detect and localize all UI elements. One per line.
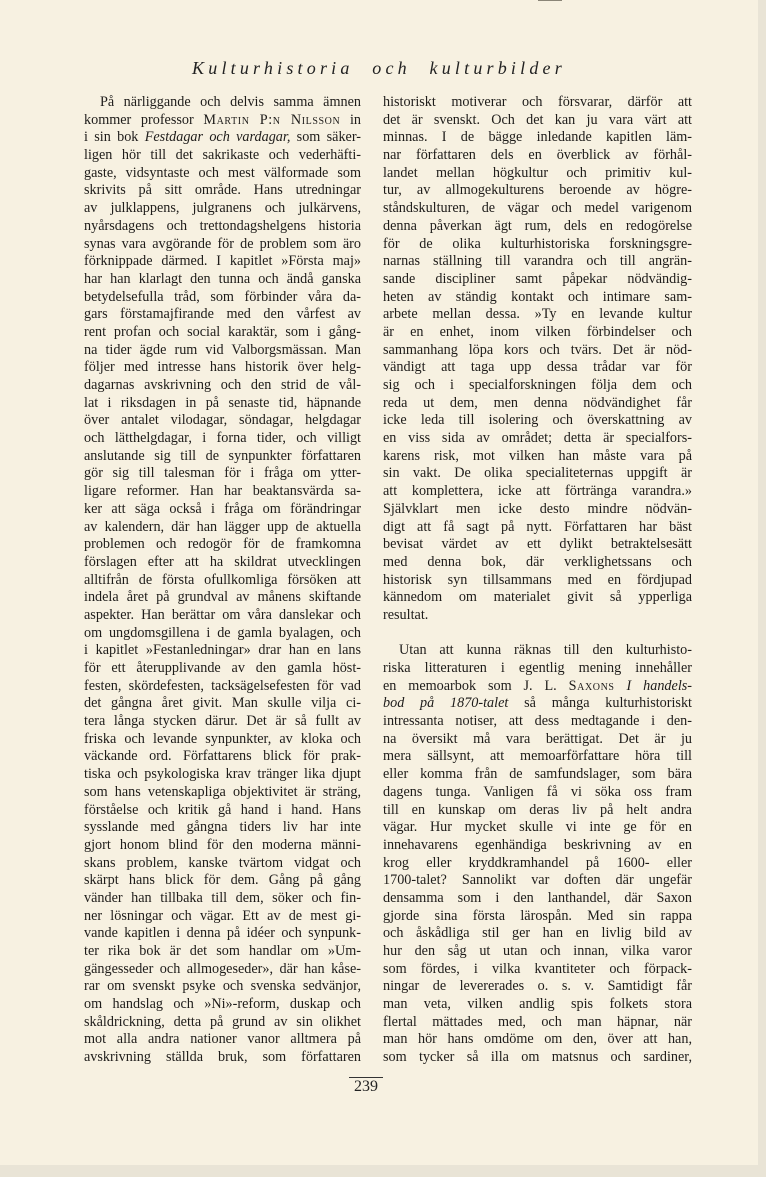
text-line [84, 289, 361, 307]
italic-title: Festdagar och vardagar, [144, 129, 291, 146]
text-segment: kommer professor [84, 111, 204, 128]
text-line [84, 642, 361, 660]
text-segment: följer med intresse hans historik över helg- [84, 359, 361, 376]
text-line [84, 660, 361, 678]
text-segment: förslagen efter att ha skildrat utvecklingen [84, 553, 361, 570]
text-line [383, 536, 692, 554]
text-segment: gjorde sina första lärospån. Med sin rappa [383, 907, 692, 924]
text-segment: som hans vetenskapliga objektivitet är sträng, [84, 783, 361, 800]
text-segment: betydelsefulla tråd, som förbinder våra da- [84, 288, 361, 305]
text-line [383, 147, 692, 165]
text-segment: en memoarbok som J. L. [383, 677, 569, 694]
text-line [383, 465, 692, 483]
text-segment: ner lösningar och vägar. Ett av de mest gi- [84, 907, 361, 924]
text-segment: förståelse och kritik gå hand i hand. Hans [84, 801, 361, 818]
text-line [383, 837, 692, 855]
text-segment: minnas. I de bägge inledande kapitlen läm- [383, 129, 692, 146]
text-line [383, 483, 692, 501]
text-segment: en viss sida av området; detta är specialfors- [383, 430, 692, 447]
text-segment: har han klarlagt den tunna och ändå ganska [84, 270, 361, 287]
left-column [84, 94, 361, 1067]
text-line [84, 607, 361, 625]
text-segment: skåldrickning, detta på grund av sin olikhet [84, 1013, 361, 1030]
text-segment: problemen och redogör för de framkomna [84, 536, 361, 553]
text-line [84, 837, 361, 855]
text-line [383, 961, 692, 979]
text-line [383, 200, 692, 218]
text-line [84, 359, 361, 377]
text-segment: ningar de levererades o. s. v. Samtidigt får [383, 978, 692, 995]
text-line [84, 978, 361, 996]
author-name: Martin P:n Nilsson [203, 111, 341, 128]
text-line [84, 1014, 361, 1032]
scan-mark [538, 0, 562, 1]
text-segment: mera sällsynt, att memoarförfattare höra till [383, 748, 692, 765]
text-segment: över antalet vilodagar, söndagar, helgdagar [84, 412, 361, 429]
text-segment: aspekter. Han berättar om våra danslekar och [84, 606, 361, 623]
text-line [383, 731, 692, 749]
text-segment: vändigt att taga upp dessa trådar var för [383, 359, 692, 376]
text-line [383, 448, 692, 466]
text-segment: lat i riksdagen in på senaste tid, häpnande [84, 394, 361, 411]
author-name: Saxons [568, 677, 615, 694]
text-line [84, 713, 361, 731]
text-segment: nar författaren dels en överblick av förhål- [383, 147, 692, 164]
text-line [383, 589, 692, 607]
text-line [383, 572, 692, 590]
text-line [383, 412, 692, 430]
text-segment: gaste, vidsyntaste och mest välformade som [84, 164, 361, 181]
paragraph-gap [383, 625, 692, 643]
text-segment: resultat. [383, 606, 429, 623]
text-line [84, 306, 361, 324]
text-segment: av julklappens, julgranens och julkärvens, [84, 200, 361, 217]
text-segment: festen, skördefesten, tacksägelsefesten för vad [84, 677, 361, 694]
text-segment: sysslande med gångna tiders liv har inte [84, 819, 361, 836]
text-segment: 1700-talet? Sannolikt var doften där ungefär [383, 872, 692, 889]
text-segment: na översikt må vara berättigat. Det är ju [383, 730, 692, 747]
text-segment: Utan att kunna räknas till den kulturhisto- [399, 642, 692, 659]
text-segment: riska litteraturen i egentlig mening innehåller [383, 660, 692, 676]
text-line [84, 872, 361, 890]
text-line [383, 784, 692, 802]
text-line [383, 660, 692, 678]
text-segment: skans problem, kanske tvärtom vidgat och [84, 854, 361, 871]
text-line [383, 501, 692, 519]
text-line [383, 112, 692, 130]
text-segment: reda ut dem, men denna nödvändighet får [383, 394, 692, 411]
text-line [383, 218, 692, 236]
text-line [84, 536, 361, 554]
text-line [84, 802, 361, 820]
text-segment: digt att få sagt på nytt. Författaren har bäst [383, 518, 692, 535]
text-segment: man hör hans omdöme om den, över att han, [383, 1031, 692, 1048]
text-line [84, 554, 361, 572]
text-line [84, 996, 361, 1014]
text-line [383, 306, 692, 324]
text-line [383, 430, 692, 448]
text-segment: indela året på grundval av månens skiftande [84, 589, 361, 606]
text-segment: icke leda till isolering och överskattning av [383, 412, 692, 429]
text-line [383, 1049, 692, 1067]
text-segment: Självklart men icke desto mindre nödvän- [383, 500, 692, 517]
text-line [383, 554, 692, 572]
text-line [84, 395, 361, 413]
text-line [383, 695, 692, 713]
text-segment: vande kapitlen i denna på idéer och synpunk- [84, 925, 361, 942]
text-segment: sig och i specialforskningen följa dem och [383, 377, 692, 393]
text-segment: intressanta notiser, att dess medtagande i den- [383, 713, 692, 730]
text-line [84, 519, 361, 537]
text-segment: ter rika bok är det som handlar om »Um- [84, 943, 361, 959]
text-segment: innehavarens egenhändiga beskrivning av en [383, 836, 692, 853]
text-segment: kännedom om materialet givit så ypperliga [383, 589, 692, 606]
text-line [84, 218, 361, 236]
text-line [383, 996, 692, 1014]
text-segment: historiskt motiverar och försvarar, därför att [383, 94, 692, 110]
text-segment [615, 678, 627, 694]
text-line [383, 395, 692, 413]
text-segment: flertal mättades med, och man häpnar, när [383, 1013, 692, 1030]
text-line [383, 377, 692, 395]
text-line [84, 625, 361, 643]
text-line [84, 748, 361, 766]
text-segment: sammanhang löpa kors och tvärs. Det är nöd- [383, 341, 692, 358]
text-segment: tiska och psykologiska krav tränger lika djupt [84, 766, 361, 783]
text-line [383, 1014, 692, 1032]
text-line [84, 766, 361, 784]
text-segment: för ett återupplivande av den gamla höst- [84, 660, 361, 676]
text-line [84, 253, 361, 271]
text-segment: eller komma från de samfundslager, som bära [383, 766, 692, 783]
text-line [84, 678, 361, 696]
text-segment: som säker- [290, 129, 362, 146]
text-line [84, 465, 361, 483]
text-segment: alltifrån de första ofullkomliga försöken att [84, 571, 361, 588]
text-line [84, 200, 361, 218]
text-line [84, 1049, 361, 1067]
text-segment: friska och levande synpunkter, av kloka och [84, 730, 361, 747]
text-line [84, 961, 361, 979]
text-line [84, 483, 361, 501]
text-segment: anslutande sig till de synpunkter författaren [84, 447, 361, 464]
text-line [84, 572, 361, 590]
text-line [383, 165, 692, 183]
text-line [383, 519, 692, 537]
text-segment: densamma som i den lanthandel, där Saxon [383, 889, 692, 906]
text-segment: gängesseder och allmogeseder», där han kåse- [84, 960, 361, 977]
text-segment: mot alla andra nationer vanor alltmera på [84, 1031, 361, 1048]
text-line [383, 855, 692, 873]
text-segment: man veta, vilken andlig spis folkets stora [383, 996, 692, 1013]
text-line [383, 1031, 692, 1049]
text-line [84, 731, 361, 749]
text-line [84, 129, 361, 147]
text-segment: karens risk, mot vilken han måste vara på [383, 447, 692, 464]
text-line [84, 165, 361, 183]
text-line [383, 94, 692, 112]
text-line [84, 589, 361, 607]
text-segment: bevisat värdet av ett dylikt betraktelsesätt [383, 536, 692, 553]
text-line [383, 713, 692, 731]
text-segment: till en kunskap om deras liv på helt andra [383, 801, 692, 818]
text-segment: om handslag och »Ni»-reform, duskap och [84, 996, 361, 1013]
text-segment: är en enhet, inom vilken förbindelser och [383, 323, 692, 340]
text-line [383, 748, 692, 766]
text-line [383, 872, 692, 890]
text-line [84, 908, 361, 926]
text-segment: som tycker så illa om matsnus och sardiner, [383, 1049, 692, 1066]
text-segment: gör sig till talesman för i fråga om ytter- [84, 465, 361, 482]
text-segment: arbete mellan dessa. »Ty en levande kultur [383, 306, 692, 323]
text-segment: det är svenskt. Och det kan ju vara värt att [383, 111, 692, 128]
text-segment: heten av ständig kontakt och intimare sam- [383, 288, 692, 305]
text-line [84, 890, 361, 908]
text-segment: narnas ställning till varandra och till angrän- [383, 253, 692, 270]
text-segment: som fördes, i vilka kvantiteter och förpack- [383, 960, 692, 977]
text-line [383, 978, 692, 996]
text-segment: sande discipliner samt påpekar nödvändig- [383, 270, 692, 287]
text-segment: skrivits på sitt område. Hans utredningar [84, 182, 361, 199]
text-line [84, 501, 361, 519]
text-line [84, 855, 361, 873]
running-header: Kulturhistoria och kulturbilder [192, 58, 566, 78]
text-segment: sin vakt. De olika specialiteternas uppgift är [383, 465, 692, 482]
text-segment: denna påverkan ägt rum, dels en redogörelse [383, 217, 692, 234]
text-segment: hur den såg ut utan och innan, vilka varor [383, 943, 692, 959]
right-column [383, 94, 692, 1067]
text-line [84, 94, 361, 112]
text-segment: skärpt hans blick för dem. Gång på gång [84, 872, 361, 889]
text-line [383, 607, 692, 625]
text-segment: vägar. Hur mycket skulle vi inte ge för en [383, 819, 692, 836]
text-line [84, 943, 361, 961]
text-line [383, 802, 692, 820]
text-line [84, 448, 361, 466]
text-segment: nyårsdagens och trettondagshelgens historia [84, 217, 361, 234]
text-segment: rent profan och social karaktär, som i gång- [84, 323, 361, 340]
text-segment: att komplettera, icke att förtränga varandra.» [383, 483, 692, 500]
text-line [383, 678, 692, 696]
text-line [383, 324, 692, 342]
text-line [383, 943, 692, 961]
text-line [383, 890, 692, 908]
text-segment: och lätthelgdagar, i forna tider, och villigt [84, 430, 361, 447]
text-line [383, 766, 692, 784]
text-line [383, 182, 692, 200]
text-segment: och åskådliga stil ger han en livlig bild av [383, 925, 692, 942]
text-line [84, 819, 361, 837]
text-segment: ståndskulturen, de vägar och medel varigenom [383, 200, 692, 217]
text-line [84, 430, 361, 448]
text-segment: landet mellan högkultur och primitiv kul- [383, 164, 692, 181]
text-segment: om ungdomsgillena i de gamla byalagen, och [84, 624, 361, 641]
text-segment: gars förstamajfirande med den vårfest av [84, 306, 361, 323]
text-segment: in [340, 111, 361, 128]
text-line [84, 182, 361, 200]
text-line [383, 908, 692, 926]
text-segment: na tider ägde rum vid Valborgsmässan. Man [84, 341, 361, 358]
text-line [84, 236, 361, 254]
text-segment: ligen hör till det sakrikaste och vederhäfti- [84, 147, 361, 164]
text-segment: krog eller kryddkramhandel på 1600- eller [383, 854, 692, 871]
text-line [383, 819, 692, 837]
text-segment: väckande ord. Författarens blick för prak- [84, 748, 361, 765]
text-line [383, 236, 692, 254]
text-line [84, 412, 361, 430]
text-line [383, 129, 692, 147]
text-line [84, 271, 361, 289]
text-segment: så många kulturhistoriskt [508, 695, 692, 712]
text-segment: vänder han tillbaka till dem, söker och fin- [84, 889, 361, 906]
text-line [84, 112, 361, 130]
text-segment: dagens tunga. Vanligen få vi söka oss fram [383, 783, 692, 800]
text-line [383, 342, 692, 360]
text-line [383, 925, 692, 943]
text-segment: det gångna året givit. Man skulle vilja ci- [84, 695, 361, 712]
text-segment: ker att säga också i fråga om förändringar [84, 500, 361, 517]
text-line [84, 377, 361, 395]
text-line [84, 147, 361, 165]
text-line [383, 253, 692, 271]
text-segment: synas vara avgörande för de problem som äro [84, 235, 361, 252]
text-segment: På närliggande och delvis samma ämnen [100, 94, 361, 110]
text-segment: av kalendern, där han lägger upp de aktuella [84, 518, 361, 535]
text-segment: gjort honom blind för den moderna männi- [84, 836, 361, 853]
text-segment: med denna bok, där verklighetssans och [383, 553, 692, 570]
text-segment: ligare reformer. Han har beaktansvärda sa- [84, 483, 361, 500]
text-segment: tur, av allmogekulturens beroende av högre- [383, 182, 692, 199]
italic-title: bod på 1870-talet [383, 695, 509, 712]
text-line [84, 324, 361, 342]
text-segment: historisk syn tillsammans med en fördjupad [383, 571, 692, 588]
text-segment: för de olika kulturhistoriska forskningsgre- [383, 235, 692, 252]
text-segment: dagarnas avskrivning och den strid de vål- [84, 377, 361, 393]
text-line [84, 784, 361, 802]
text-segment: tera långa stycken därur. Det är så fullt av [84, 713, 361, 730]
text-segment: rar om svenskt psyke och svenska sedvänjor, [84, 978, 361, 995]
text-line [383, 289, 692, 307]
text-segment: i kapitlet »Festanledningar» drar han en lans [84, 642, 361, 659]
text-line [84, 342, 361, 360]
text-line [84, 695, 361, 713]
text-line [383, 271, 692, 289]
italic-title: I handels- [626, 677, 693, 694]
text-line [84, 1031, 361, 1049]
text-segment: i sin bok [84, 129, 145, 146]
text-line [383, 359, 692, 377]
text-line [383, 642, 692, 660]
text-segment: avskrivning ställda bruk, som författaren [84, 1049, 361, 1066]
page-number: 239 [354, 1078, 378, 1095]
text-segment: förknippade därmed. I kapitlet »Första maj» [84, 253, 361, 270]
text-line [84, 925, 361, 943]
